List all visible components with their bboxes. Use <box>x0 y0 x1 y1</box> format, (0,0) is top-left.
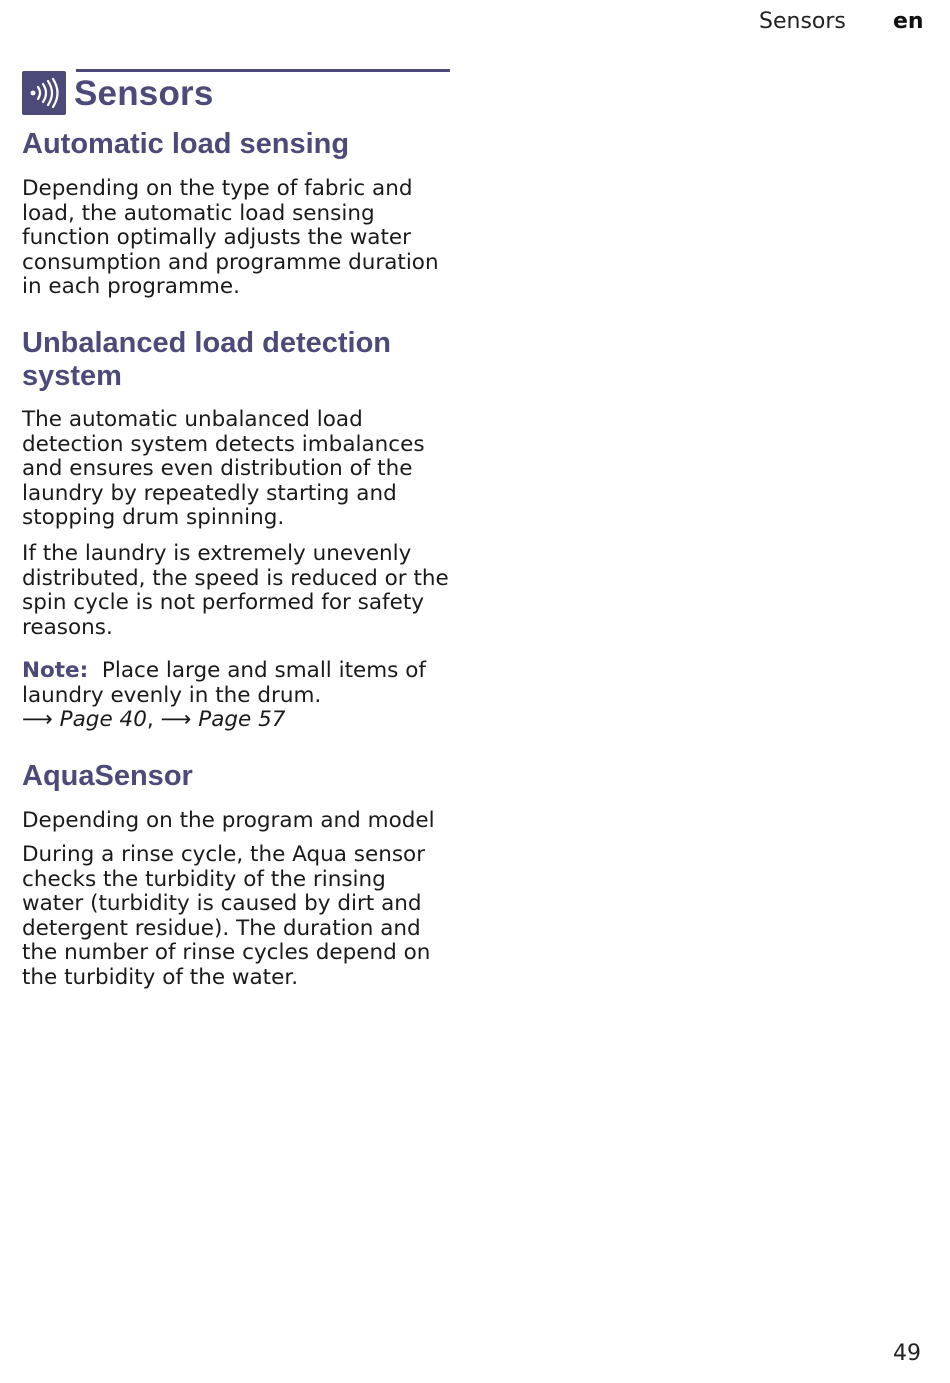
title-rule <box>76 69 450 72</box>
arrow-right-icon: ⟶ <box>160 707 192 733</box>
heading-aquasensor: AquaSensor <box>22 760 193 792</box>
page-reference-link[interactable]: Page 40 <box>59 707 147 733</box>
page-reference-link[interactable]: Page 57 <box>198 707 286 733</box>
heading-line-2: system <box>22 360 122 392</box>
note-text: Place large and small items of laundry evenly in the drum. <box>22 658 426 708</box>
arrow-right-icon: ⟶ <box>22 707 53 733</box>
note-block: Note: Place large and small items of laundry evenly in the drum. ⟶ Page 40, ⟶ Page 57 <box>22 658 426 733</box>
paragraph-aquasensor-1: Depending on the program and model <box>22 808 435 833</box>
page-number: 49 <box>893 1341 921 1366</box>
paragraph-automatic-load-sensing: Depending on the type of fabric and load, the automatic load sensing function optimally adjusts the water consumption and programme duration in each programme. <box>22 176 439 300</box>
heading-line-1: Unbalanced load detection <box>22 327 391 359</box>
note-label: Note: <box>22 658 89 683</box>
paragraph-aquasensor-2: During a rinse cycle, the Aqua sensor checks the turbidity of the rinsing water (turbidity is caused by dirt and detergent residue). The duration and the number of rinse cycles depend on the turbidity of the water. <box>22 842 431 990</box>
page-title: Sensors <box>74 74 214 113</box>
heading-unbalanced-load-detection <box>22 327 452 393</box>
header-section-title: Sensors <box>759 9 846 34</box>
paragraph-unbalanced-2: If the laundry is extremely unevenly distributed, the speed is reduced or the spin cycle is not performed for safety reasons. <box>22 541 449 640</box>
paragraph-unbalanced-1: The automatic unbalanced load detection system detects imbalances and ensures even distribution of the laundry by repeatedly starting and stopping drum spinning. <box>22 407 425 531</box>
sensor-waves-icon <box>22 71 66 115</box>
header-language-code: en <box>893 9 924 34</box>
heading-automatic-load-sensing: Automatic load sensing <box>22 128 350 160</box>
